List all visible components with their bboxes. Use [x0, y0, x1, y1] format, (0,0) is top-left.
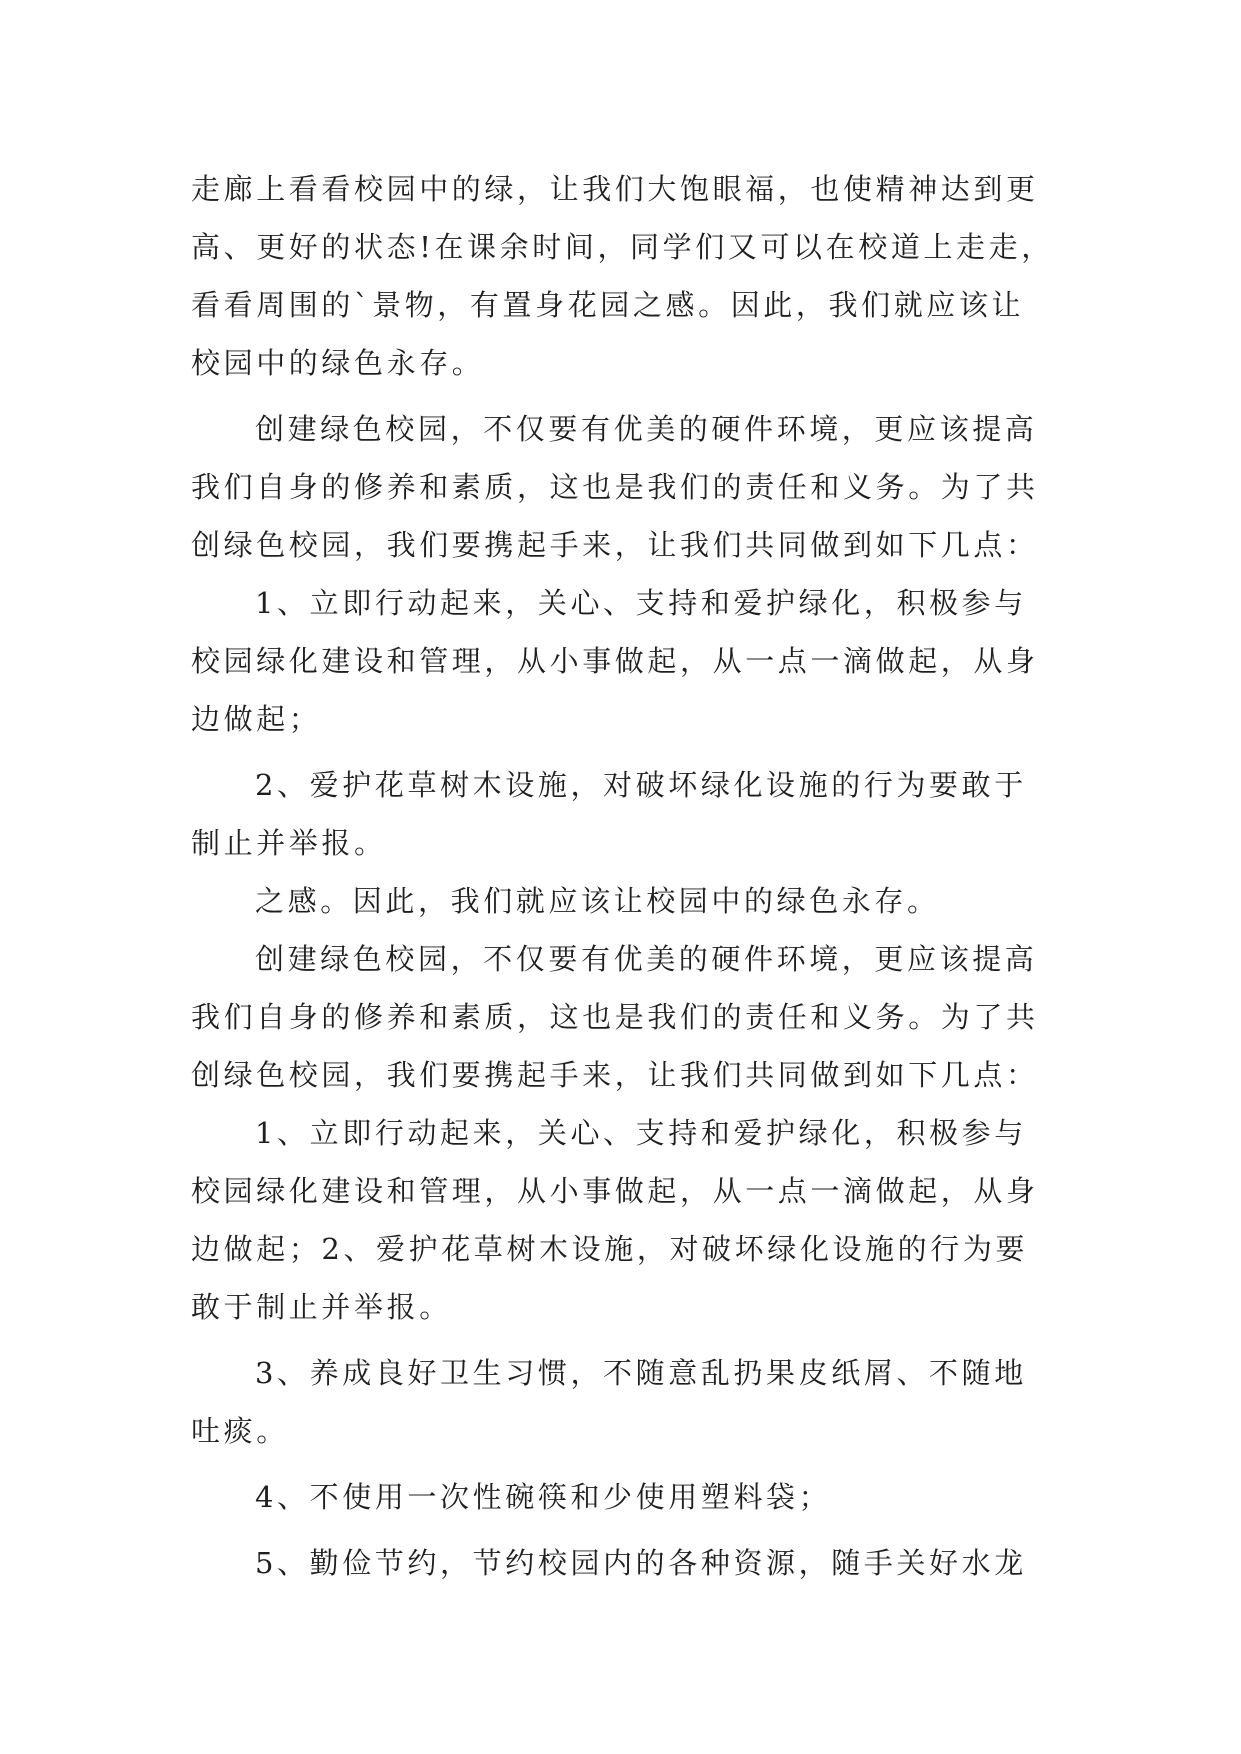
paragraph-start-line: 之感。因此，我们就应该让校园中的绿色永存。 — [255, 884, 940, 918]
text-line: 制止并举报。 — [191, 826, 387, 860]
text-line: 创绿色校园，我们要携起手来，让我们共同做到如下几点： — [191, 528, 1039, 562]
list-item-line: 1、立即行动起来，关心、支持和爱护绿化，积极参与 — [255, 586, 1027, 620]
list-item-line: 4、不使用一次性碗筷和少使用塑料袋； — [255, 1480, 832, 1514]
text-line: 校园中的绿色永存。 — [191, 346, 485, 380]
text-line: 走廊上看看校园中的绿，让我们大饱眼福，也使精神达到更 — [191, 172, 1039, 206]
text-line: 敢于制止并举报。 — [191, 1290, 452, 1324]
text-line: 校园绿化建设和管理，从小事做起，从一点一滴做起，从身 — [191, 644, 1039, 678]
text-line: 边做起；2、爱护花草树木设施，对破坏绿化设施的行为要 — [191, 1232, 1029, 1266]
document-body — [191, 160, 1054, 1592]
text-line: 校园绿化建设和管理，从小事做起，从一点一滴做起，从身 — [191, 1174, 1039, 1208]
text-line: 创绿色校园，我们要携起手来，让我们共同做到如下几点： — [191, 1058, 1039, 1092]
text-line: 我们自身的修养和素质，这也是我们的责任和义务。为了共 — [191, 470, 1039, 504]
text-line: 我们自身的修养和素质，这也是我们的责任和义务。为了共 — [191, 1000, 1039, 1034]
text-line: 高、更好的状态!在课余时间，同学们又可以在校道上走走， — [191, 230, 1054, 264]
paragraph-start-line: 创建绿色校园，不仅要有优美的硬件环境，更应该提高 — [255, 412, 1038, 446]
text-line: 边做起； — [191, 702, 322, 736]
list-item-line: 1、立即行动起来，关心、支持和爱护绿化，积极参与 — [255, 1116, 1027, 1150]
list-item-line: 5、勤俭节约，节约校园内的各种资源，随手关好水龙 — [255, 1546, 1027, 1580]
list-item-line: 3、养成良好卫生习惯，不随意乱扔果皮纸屑、不随地 — [255, 1356, 1027, 1390]
list-item-line: 2、爱护花草树木设施，对破坏绿化设施的行为要敢于 — [255, 768, 1027, 802]
text-line: 吐痰。 — [191, 1414, 289, 1448]
text-line: 看看周围的`景物，有置身花园之感。因此，我们就应该让 — [191, 288, 1025, 322]
paragraph-start-line: 创建绿色校园，不仅要有优美的硬件环境，更应该提高 — [255, 942, 1038, 976]
